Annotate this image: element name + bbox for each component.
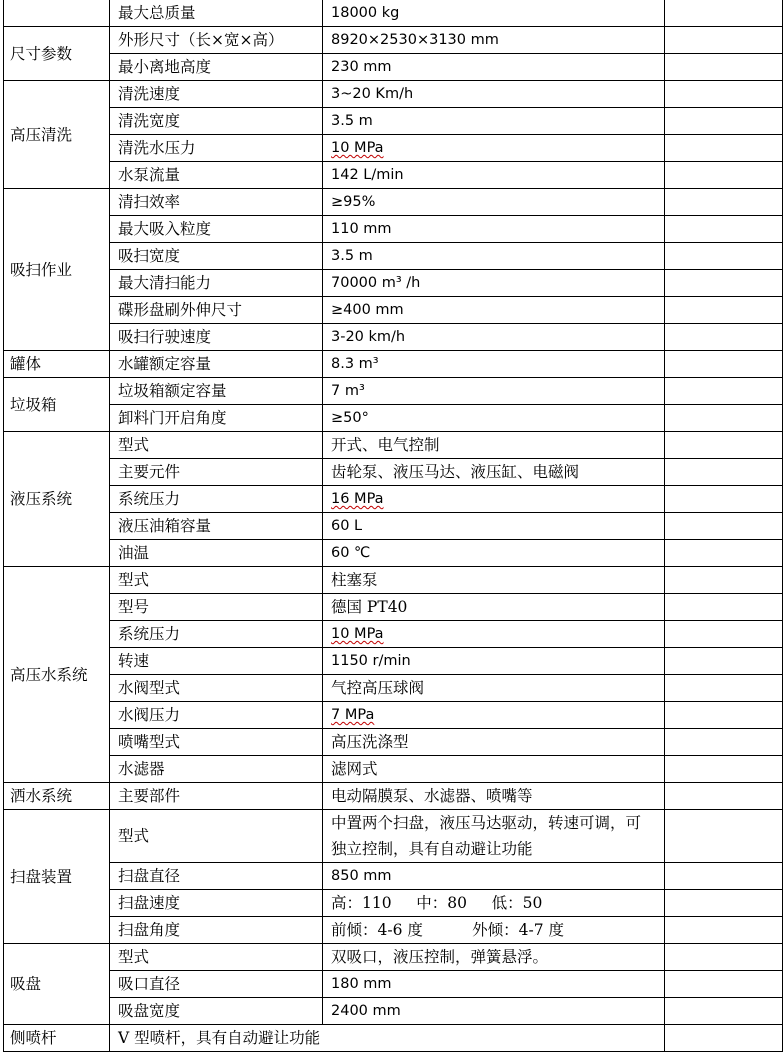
note-cell (665, 432, 783, 459)
group-cell: 吸盘 (4, 944, 110, 1025)
item-cell: 清扫效率 (110, 189, 323, 216)
item-cell: 碟形盘刷外伸尺寸 (110, 297, 323, 324)
table-row (4, 971, 783, 998)
note-cell (665, 351, 783, 378)
note-cell (665, 81, 783, 108)
note-cell (665, 621, 783, 648)
item-cell: 吸扫宽度 (110, 243, 323, 270)
value-cell: ≥400 mm (323, 297, 665, 324)
table-row (4, 1025, 783, 1052)
group-cell: 高压水系统 (4, 567, 110, 783)
item-cell: 转速 (110, 648, 323, 675)
group-cell: 吸扫作业 (4, 189, 110, 351)
item-cell: 扫盘角度 (110, 917, 323, 944)
item-cell: 液压油箱容量 (110, 513, 323, 540)
table-row (4, 243, 783, 270)
table-row (4, 54, 783, 81)
note-cell (665, 998, 783, 1025)
value-cell: 230 mm (323, 54, 665, 81)
table-row (4, 540, 783, 567)
table-row (4, 729, 783, 756)
table-row (4, 162, 783, 189)
table-row (4, 890, 783, 917)
item-cell: 垃圾箱额定容量 (110, 378, 323, 405)
table-row (4, 702, 783, 729)
value-cell: 中置两个扫盘，液压马达驱动，转速可调，可独立控制，具有自动避让功能 (323, 810, 665, 863)
table-row (4, 944, 783, 971)
value-cell: 滤网式 (323, 756, 665, 783)
note-cell (665, 702, 783, 729)
table-row (4, 567, 783, 594)
note-cell (665, 971, 783, 998)
item-cell: 外形尺寸（长×宽×高） (110, 27, 323, 54)
note-cell (665, 486, 783, 513)
item-cell: 水阀型式 (110, 675, 323, 702)
table-row (4, 351, 783, 378)
table-row (4, 108, 783, 135)
group-cell (4, 0, 110, 27)
note-cell (665, 459, 783, 486)
note-cell (665, 0, 783, 27)
table-row (4, 998, 783, 1025)
item-cell: 水罐额定容量 (110, 351, 323, 378)
item-cell: 最大总质量 (110, 0, 323, 27)
table-row (4, 270, 783, 297)
table-row (4, 756, 783, 783)
value-cell: 18000 kg (323, 0, 665, 27)
note-cell (665, 648, 783, 675)
table-row (4, 0, 783, 27)
item-cell: 型式 (110, 567, 323, 594)
group-cell: 尺寸参数 (4, 27, 110, 81)
value-cell: 7 m³ (323, 378, 665, 405)
note-cell (665, 27, 783, 54)
item-cell: 清洗水压力 (110, 135, 323, 162)
table-row (4, 27, 783, 54)
table-row (4, 405, 783, 432)
note-cell (665, 378, 783, 405)
note-cell (665, 54, 783, 81)
note-cell (665, 756, 783, 783)
table-row (4, 648, 783, 675)
item-cell: 系统压力 (110, 621, 323, 648)
group-cell: 洒水系统 (4, 783, 110, 810)
group-cell: 高压清洗 (4, 81, 110, 189)
value-cell: 70000 m³ /h (323, 270, 665, 297)
note-cell (665, 405, 783, 432)
table-row (4, 378, 783, 405)
value-cell: 电动隔膜泵、水滤器、喷嘴等 (323, 783, 665, 810)
table-row (4, 216, 783, 243)
item-cell: 主要元件 (110, 459, 323, 486)
table-row (4, 486, 783, 513)
value-cell: 3~20 Km/h (323, 81, 665, 108)
value-cell: 开式、电气控制 (323, 432, 665, 459)
value-cell: 3.5 m (323, 243, 665, 270)
note-cell (665, 675, 783, 702)
note-cell (665, 189, 783, 216)
item-cell: 扫盘速度 (110, 890, 323, 917)
value-cell: 3.5 m (323, 108, 665, 135)
item-cell: 最大清扫能力 (110, 270, 323, 297)
value-cell: 110 mm (323, 216, 665, 243)
value-cell: ≥95% (323, 189, 665, 216)
value-cell: 3-20 km/h (323, 324, 665, 351)
table-row (4, 324, 783, 351)
note-cell (665, 1025, 783, 1052)
table-row (4, 432, 783, 459)
value-cell: 60 ℃ (323, 540, 665, 567)
item-cell: 清洗速度 (110, 81, 323, 108)
group-cell: 扫盘装置 (4, 810, 110, 944)
table-row (4, 783, 783, 810)
value-cell: 齿轮泵、液压马达、液压缸、电磁阀 (323, 459, 665, 486)
value-cell: 850 mm (323, 863, 665, 890)
item-cell: 主要部件 (110, 783, 323, 810)
item-cell: 油温 (110, 540, 323, 567)
item-cell: 水滤器 (110, 756, 323, 783)
item-cell: 吸口直径 (110, 971, 323, 998)
item-cell: 水泵流量 (110, 162, 323, 189)
item-cell: 型式 (110, 432, 323, 459)
table-row (4, 863, 783, 890)
item-cell: 型式 (110, 810, 323, 863)
value-cell: 10 MPa (323, 135, 665, 162)
item-cell: 吸扫行驶速度 (110, 324, 323, 351)
note-cell (665, 863, 783, 890)
item-cell: 喷嘴型式 (110, 729, 323, 756)
value-cell: 7 MPa (323, 702, 665, 729)
group-cell: 液压系统 (4, 432, 110, 567)
value-cell: 前倾：4-6 度 外倾：4-7 度 (323, 917, 665, 944)
note-cell (665, 567, 783, 594)
group-cell: 垃圾箱 (4, 378, 110, 432)
item-cell: 吸盘宽度 (110, 998, 323, 1025)
note-cell (665, 324, 783, 351)
note-cell (665, 243, 783, 270)
note-cell (665, 513, 783, 540)
value-cell: 高压洗涤型 (323, 729, 665, 756)
note-cell (665, 944, 783, 971)
value-cell: 10 MPa (323, 621, 665, 648)
item-cell: 系统压力 (110, 486, 323, 513)
table-row (4, 917, 783, 944)
value-cell: 1150 r/min (323, 648, 665, 675)
note-cell (665, 917, 783, 944)
spec-table (3, 0, 783, 1052)
table-row (4, 189, 783, 216)
item-cell: 型号 (110, 594, 323, 621)
table-row (4, 621, 783, 648)
table-row (4, 594, 783, 621)
table-row (4, 459, 783, 486)
note-cell (665, 216, 783, 243)
item-cell: 水阀压力 (110, 702, 323, 729)
value-cell: 142 L/min (323, 162, 665, 189)
item-cell: 最大吸入粒度 (110, 216, 323, 243)
value-cell: 高：110 中：80 低：50 (323, 890, 665, 917)
value-cell: 气控高压球阀 (323, 675, 665, 702)
table-row (4, 135, 783, 162)
value-cell: 2400 mm (323, 998, 665, 1025)
item-cell: 扫盘直径 (110, 863, 323, 890)
note-cell (665, 594, 783, 621)
note-cell (665, 810, 783, 863)
note-cell (665, 783, 783, 810)
note-cell (665, 297, 783, 324)
table-row (4, 675, 783, 702)
table-row (4, 297, 783, 324)
value-cell: 180 mm (323, 971, 665, 998)
value-cell: 8.3 m³ (323, 351, 665, 378)
note-cell (665, 162, 783, 189)
group-cell: 侧喷杆 (4, 1025, 110, 1052)
note-cell (665, 270, 783, 297)
table-row (4, 513, 783, 540)
item-cell: 最小离地高度 (110, 54, 323, 81)
note-cell (665, 108, 783, 135)
note-cell (665, 729, 783, 756)
item-cell: 清洗宽度 (110, 108, 323, 135)
item-cell: V 型喷杆，具有自动避让功能 (110, 1025, 665, 1052)
value-cell: ≥50° (323, 405, 665, 432)
table-row (4, 81, 783, 108)
value-cell: 16 MPa (323, 486, 665, 513)
note-cell (665, 135, 783, 162)
value-cell: 8920×2530×3130 mm (323, 27, 665, 54)
value-cell: 德国 PT40 (323, 594, 665, 621)
note-cell (665, 890, 783, 917)
value-cell: 柱塞泵 (323, 567, 665, 594)
item-cell: 型式 (110, 944, 323, 971)
group-cell: 罐体 (4, 351, 110, 378)
table-row (4, 810, 783, 863)
note-cell (665, 540, 783, 567)
item-cell: 卸料门开启角度 (110, 405, 323, 432)
value-cell: 60 L (323, 513, 665, 540)
value-cell: 双吸口，液压控制，弹簧悬浮。 (323, 944, 665, 971)
